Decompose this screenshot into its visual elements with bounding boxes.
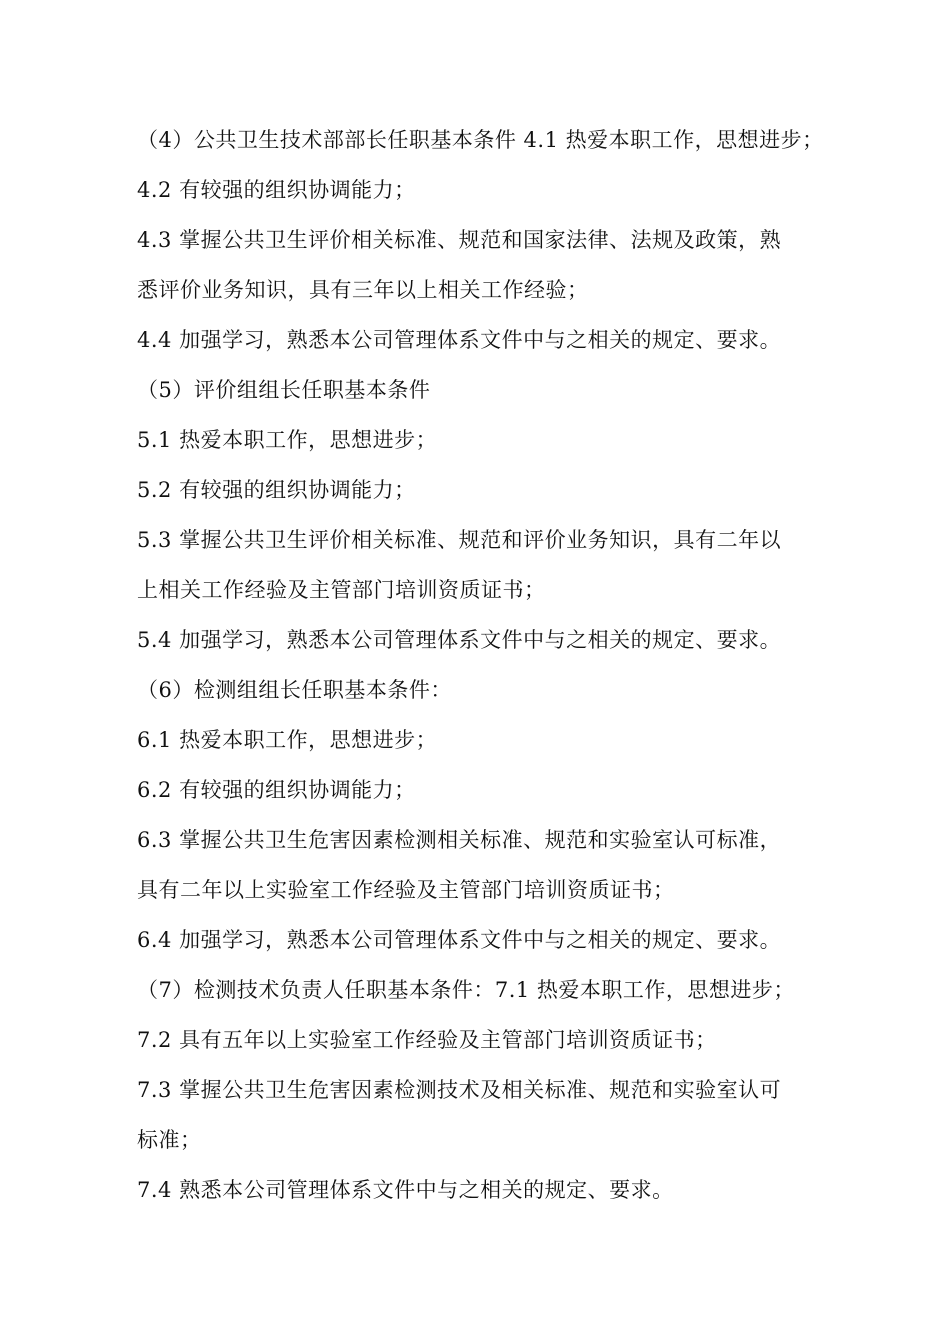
text-line-head-6: （6）检测组组长任职基本条件：: [137, 678, 452, 702]
text-line-7-3-cont: 标准；: [137, 1128, 202, 1152]
text-line-6-4: 6.4 加强学习，熟悉本公司管理体系文件中与之相关的规定、要求。: [137, 928, 782, 952]
text-line-head-5: （5）评价组组长任职基本条件: [137, 378, 431, 402]
text-line-7-3: 7.3 掌握公共卫生危害因素检测技术及相关标准、规范和实验室认可: [137, 1078, 782, 1102]
text-line-4-3: 4.3 掌握公共卫生评价相关标准、规范和国家法律、法规及政策，熟: [137, 228, 782, 252]
text-line-5-1: 5.1 热爱本职工作，思想进步；: [137, 428, 438, 452]
text-line-6-1: 6.1 热爱本职工作，思想进步；: [137, 728, 438, 752]
text-line-7-4: 7.4 熟悉本公司管理体系文件中与之相关的规定、要求。: [137, 1178, 674, 1202]
text-line-4-4: 4.4 加强学习，熟悉本公司管理体系文件中与之相关的规定、要求。: [137, 328, 782, 352]
text-line-6-3-cont: 具有二年以上实验室工作经验及主管部门培训资质证书；: [137, 878, 675, 902]
text-line-5-3-cont: 上相关工作经验及主管部门培训资质证书；: [137, 578, 546, 602]
text-line-6-2: 6.2 有较强的组织协调能力；: [137, 778, 416, 802]
text-line-5-4: 5.4 加强学习，熟悉本公司管理体系文件中与之相关的规定、要求。: [137, 628, 782, 652]
text-line-4-2: 4.2 有较强的组织协调能力；: [137, 178, 416, 202]
text-line-4-3-cont: 悉评价业务知识，具有三年以上相关工作经验；: [137, 278, 589, 302]
text-line-head-7: （7）检测技术负责人任职基本条件：7.1 热爱本职工作，思想进步；: [137, 978, 795, 1002]
text-line-5-2: 5.2 有较强的组织协调能力；: [137, 478, 416, 502]
text-line-head-4: （4）公共卫生技术部部长任职基本条件 4.1 热爱本职工作，思想进步；: [137, 128, 824, 152]
text-line-6-3: 6.3 掌握公共卫生危害因素检测相关标准、规范和实验室认可标准，: [137, 828, 782, 852]
text-line-7-2: 7.2 具有五年以上实验室工作经验及主管部门培训资质证书；: [137, 1028, 717, 1052]
text-line-5-3: 5.3 掌握公共卫生评价相关标准、规范和评价业务知识，具有二年以: [137, 528, 782, 552]
